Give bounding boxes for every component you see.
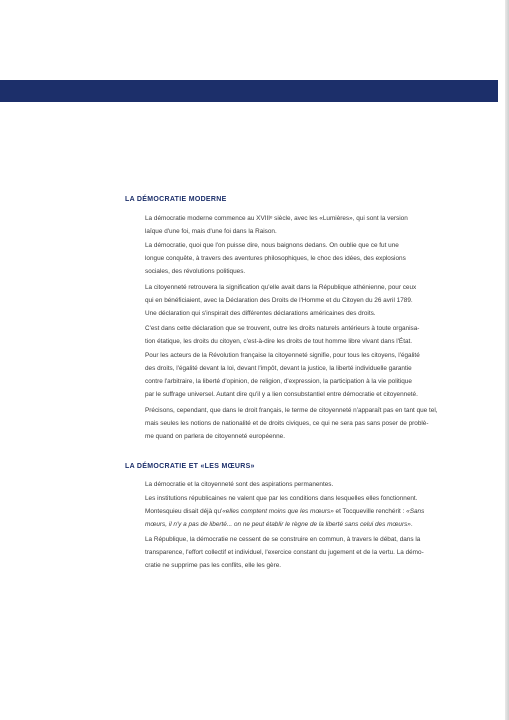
- text-line: [145, 505, 455, 518]
- paragraph: [145, 404, 455, 443]
- quote-text: «Sans: [406, 508, 425, 515]
- text-line: La République, la démocratie ne cessent de se construire en commun, à travers le débat, dans la: [145, 536, 421, 543]
- text-line: me quand on parlera de citoyenneté européenne.: [145, 433, 285, 440]
- text-line: La démocratie et la citoyenneté sont des aspirations permanentes.: [145, 481, 334, 488]
- text-line: contre l'arbitraire, la liberté d'opinion, de religion, d'expression, la participation à la vie politique: [145, 378, 412, 385]
- text-line: cratie ne supprime pas les conflits, elle les gère.: [145, 562, 282, 569]
- paragraph: [145, 492, 455, 505]
- quote-paragraph: [145, 505, 455, 531]
- text-segment: Montesquieu disait déjà qu': [145, 508, 223, 515]
- text-line: mais seules les notions de nationalité et de droits civiques, ce qui ne sera pas sans poser de problè-: [145, 420, 429, 427]
- quote-text: «elles comptent moins que les mœurs»: [222, 508, 334, 515]
- text-line: La démocratie, quoi que l'on puisse dire, nous baignons dedans. On oublie que ce fut une: [145, 242, 399, 249]
- text-line: longue conquête, à travers des aventures philosophiques, le choc des idées, des explosions: [145, 255, 406, 262]
- section-title-democratie-et-moeurs: LA DÉMOCRATIE ET «LES MŒURS»: [125, 463, 255, 470]
- paragraph: [145, 478, 455, 491]
- text-segment: .: [410, 521, 413, 528]
- paragraph: [145, 349, 455, 401]
- paragraph: [145, 533, 455, 572]
- section-title-democratie-moderne: LA DÉMOCRATIE MODERNE: [125, 196, 227, 203]
- text-line: Précisons, cependant, que dans le droit français, le terme de citoyenneté n'apparaît pas en tant que tel,: [145, 407, 438, 414]
- text-line: Les institutions républicaines ne valent que par les conditions dans lesquelles elles fonctionnent.: [145, 495, 418, 502]
- text-line: sociales, des révolutions politiques.: [145, 268, 246, 275]
- text-line: C'est dans cette déclaration que se trouvent, outre les droits naturels antérieurs à toute organisa-: [145, 325, 420, 332]
- text-line: Pour les acteurs de la Révolution française la citoyenneté signifie, pour tous les citoyens, l'égalité: [145, 352, 420, 359]
- paragraph: [145, 281, 455, 320]
- paragraph: [145, 239, 455, 278]
- text-line: des droits, l'égalité devant la loi, devant l'impôt, devant la justice, la liberté individuelle garantie: [145, 365, 412, 372]
- text-line: transparence, l'effort collectif et individuel, l'exercice constant du jugement et de la vertu. La démo-: [145, 549, 424, 556]
- paragraph: [145, 212, 455, 238]
- text-line: tion étatique, les droits du citoyen, c'est-à-dire les droits de tout homme libre vivant dans l'État.: [145, 338, 413, 345]
- text-line: La démocratie moderne commence au XVIIIᵉ siècle, avec les «Lumières», qui sont la version: [145, 215, 408, 222]
- text-line: [145, 518, 455, 531]
- text-line: qui en bénéficiaient, avec la Déclaration des Droits de l'Homme et du Citoyen du 26 avril 1789.: [145, 297, 413, 304]
- text-line: par le suffrage universel. Autant dire qu'il y a lien consubstantiel entre démocratie et citoyenneté.: [145, 391, 418, 398]
- text-line: laïque d'une foi, mais d'une foi dans la Raison.: [145, 228, 277, 235]
- text-segment: et Tocqueville renchérit :: [333, 508, 407, 515]
- paragraph: [145, 322, 455, 348]
- text-line: La citoyenneté retrouvera la signification qu'elle avait dans la République athénienne, pour ceux: [145, 284, 417, 291]
- quote-text: mœurs, il n'y a pas de liberté... on ne peut établir le règne de la liberté sans celui des mœurs»: [145, 521, 411, 528]
- text-line: Une déclaration qui s'inspirait des différentes déclarations américaines des droits.: [145, 310, 376, 317]
